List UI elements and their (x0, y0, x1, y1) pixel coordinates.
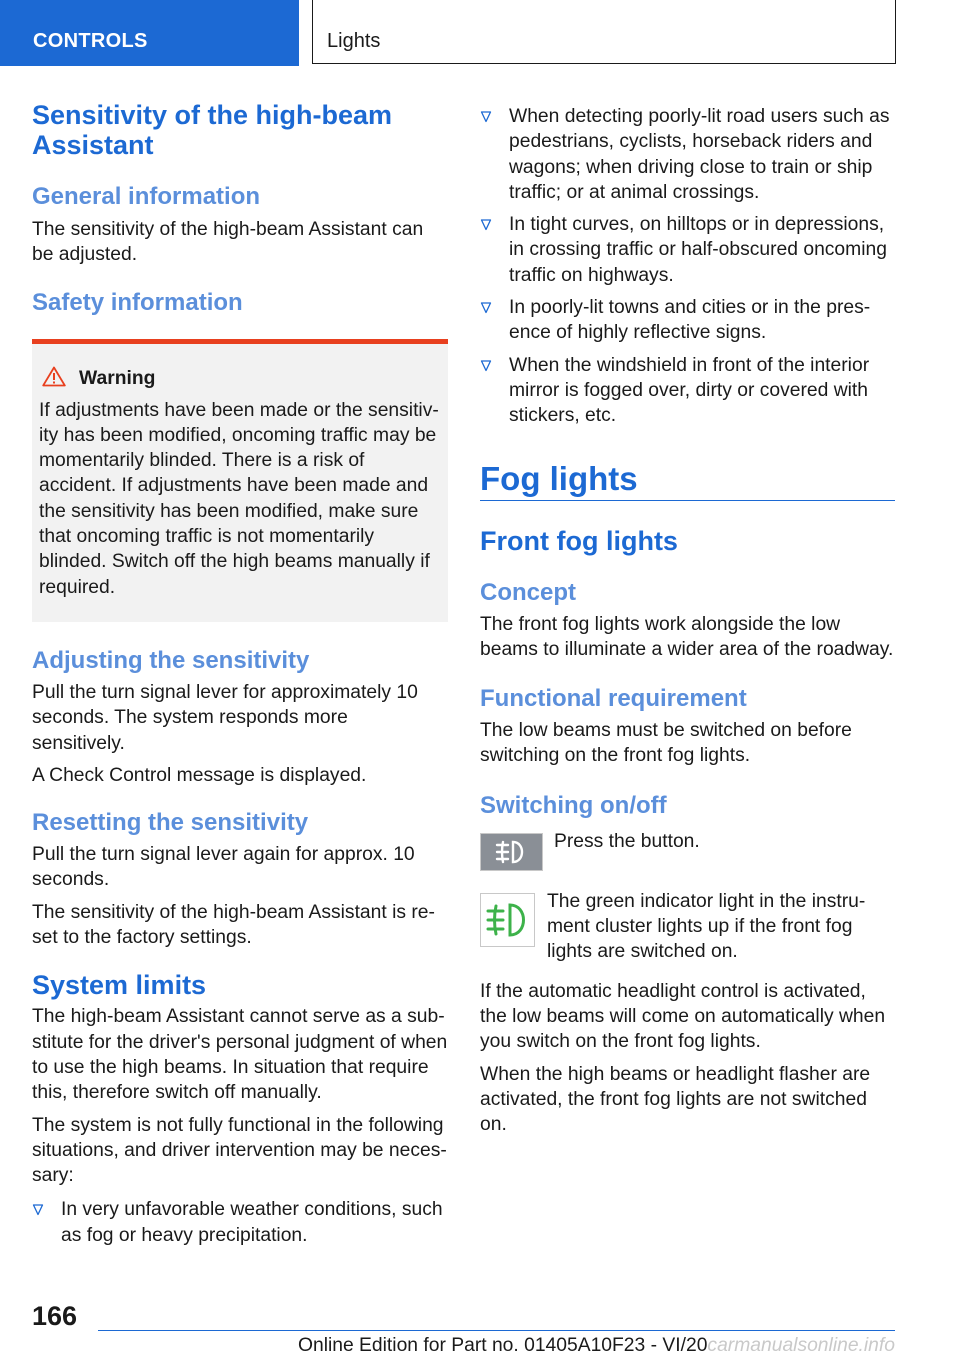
factory-settings-text: The sensitivity of the high-beam Assistant is reset to the factory settings. (32, 901, 435, 949)
indicator-row (480, 890, 896, 965)
resetting-text: Pull the turn signal lever again for approx. 10 seconds. (32, 844, 415, 891)
heading-system-limits: System limits (32, 970, 207, 1001)
fog-lights-title-block (480, 459, 895, 501)
heading-functional-requirement: Functional requirement (480, 685, 747, 713)
high-beams-flasher-text: When the high beams or headlight flasher are activated, the front fog lights are not switched on. (480, 1063, 871, 1136)
section-heading-sensitivity: Sensitivity of the high-beam Assistant (32, 100, 393, 160)
functional-requirement-text: The low beams must be switched on before switching on the front fog lights. (480, 720, 852, 767)
press-button-text: Press the button. (554, 830, 700, 852)
chapter-tab: CONTROLS (0, 0, 299, 66)
bullet-text: When the windshield in front of the interior mirror is fogged over, dirty or covered with stickers, etc. (509, 354, 870, 427)
fog-light-button-icon (480, 833, 543, 871)
page-number: 166 (32, 1301, 78, 1331)
bullet-triangle-icon (480, 359, 492, 377)
heading-concept: Concept (480, 578, 576, 606)
footer-rule (98, 1330, 895, 1331)
automatic-headlight-text: If the automatic headlight control is activated, the low beams will come on automatically when you switch on the front fog lights. (480, 980, 886, 1053)
warning-text: If adjustments have been made or the sensitivity has been modified, oncoming traffic may be momentarily blinded. There is a risk of accident. If adjustments have been made and the sensitivity has been modified, make sure that oncoming traffic is not momentarily blinded. Switch off the high beams manually if required. (39, 399, 439, 598)
edition-text: Online Edition for Part no. 01405A10F23 - VI/20 (297, 1335, 708, 1356)
list-item (480, 212, 896, 288)
general-information-text: The sensitivity of the high-beam Assistant can be adjusted. (32, 219, 424, 266)
heading-general-information: General information (32, 183, 261, 210)
list-item (480, 104, 896, 205)
heading-adjusting-sensitivity: Adjusting the sensitivity (32, 646, 310, 674)
bullet-text: In poorly-lit towns and cities or in the presence of highly reflective signs. (509, 297, 871, 344)
left-column (32, 100, 448, 1255)
indicator-text: The green indicator light in the instrument cluster lights up if the front fog lights are switched on. (547, 890, 866, 963)
warning-header (42, 366, 440, 392)
bullet-triangle-icon (480, 110, 492, 128)
bullet-text: In tight curves, on hilltops or in depressions, in crossing traffic or half-obscured oncoming traffic on highways. (509, 214, 887, 286)
limits-bullet-list-left (32, 1197, 448, 1248)
check-control-text: A Check Control message is displayed. (32, 764, 367, 786)
heading-resetting-sensitivity: Resetting the sensitivity (32, 809, 309, 837)
bullet-triangle-icon (480, 301, 492, 319)
limits-bullet-list-right (480, 104, 896, 429)
warning-box (32, 339, 448, 622)
list-item (32, 1197, 448, 1248)
fog-light-indicator-icon (480, 893, 535, 947)
section-title: Lights (312, 0, 896, 64)
heading-safety-information: Safety information (32, 288, 243, 316)
heading-fog-lights: Fog lights (480, 459, 638, 497)
press-button-row (480, 830, 896, 871)
bullet-text: When detecting poorly-lit road users such as pedestrians, cyclists, horseback riders and wagons; when driving close to train or ship traffic; or at animal crossings. (509, 106, 890, 203)
adjusting-text: Pull the turn signal lever for approximately 10 seconds. The system responds more sensitively. (32, 681, 418, 754)
warning-triangle-icon (42, 366, 79, 392)
right-column (480, 104, 896, 1137)
list-item (480, 353, 896, 429)
heading-front-fog-lights: Front fog lights (480, 525, 678, 556)
list-item (480, 295, 896, 346)
watermark-text: carmanualsonline.info (707, 1335, 895, 1356)
footer-edition (98, 1333, 895, 1359)
bullet-triangle-icon (480, 218, 492, 236)
system-limits-situations-text: The system is not fully functional in the following situations, and driver intervention may be necessary: (32, 1114, 447, 1187)
system-limits-text: The high-beam Assistant cannot serve as a substitute for the driver's personal judgment of when to use the high beams. In situation that require this, therefore switch off manually. (32, 1006, 448, 1104)
bullet-text: In very unfavorable weather conditions, such as fog or heavy precipitation. (61, 1199, 443, 1246)
bullet-triangle-icon (32, 1203, 44, 1221)
page-header (0, 0, 960, 66)
concept-text: The front fog lights work alongside the low beams to illuminate a wider area of the roadway. (480, 613, 894, 660)
warning-title: Warning (79, 368, 156, 390)
heading-switching-on-off: Switching on/off (480, 791, 667, 819)
